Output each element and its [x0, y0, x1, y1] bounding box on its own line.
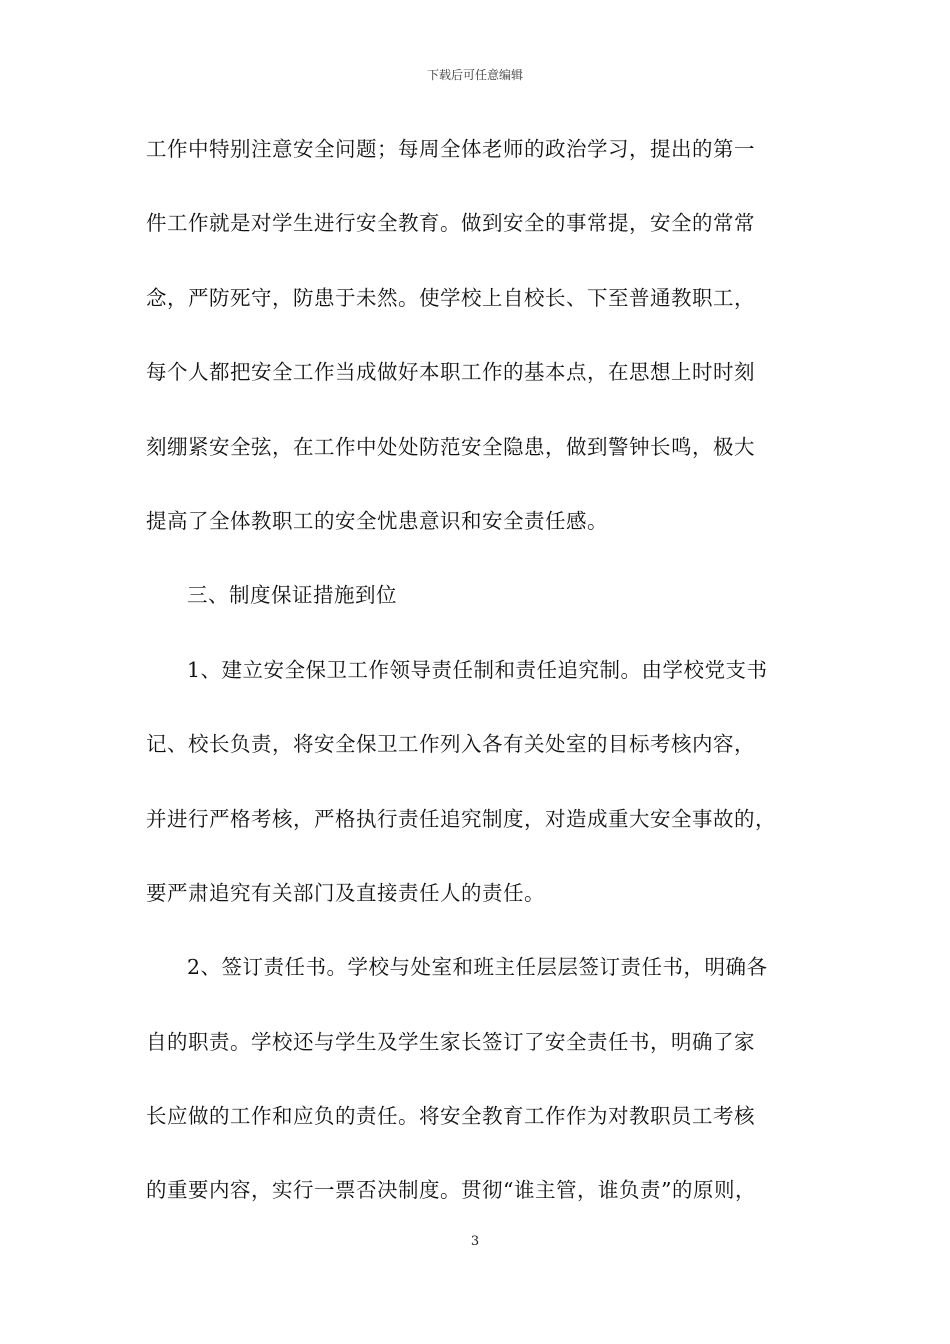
text-line: 工作中特别注意安全问题；每周全体老师的政治学习，提出的第一 [146, 137, 755, 161]
text-line: 念，严防死守，防患于未然。使学校上自校长、下至普通教职工， [146, 285, 755, 310]
text-line: 每个人都把安全工作当成做好本职工作的基本点，在思想上时时刻 [146, 360, 755, 385]
text-line: 记、校长负责，将安全保卫工作列入各有关处室的目标考核内容， [146, 732, 755, 757]
page-header: 下载后可任意编辑 [426, 68, 523, 82]
text-line: 的重要内容，实行一票否决制度。贯彻“谁主管，谁负责”的原则， [146, 1178, 756, 1203]
text-line: 刻绷紧安全弦，在工作中处处防范安全隐患，做到警钟长鸣，极大 [146, 434, 755, 459]
text-line: 并进行严格考核，严格执行责任追究制度，对造成重大安全事故的， [146, 806, 776, 831]
text-line: 提高了全体教职工的安全忧患意识和安全责任感。 [146, 508, 608, 533]
document-body [146, 128, 836, 1244]
text-line: 长应做的工作和应负的责任。将安全教育工作作为对教职员工考核 [146, 1104, 755, 1129]
section-heading: 三、制度保证措施到位 [187, 583, 397, 608]
text-line: 1、建立安全保卫工作领导责任制和责任追究制。由学校党支书 [187, 657, 768, 682]
text-line: 自的职责。学校还与学生及学生家长签订了安全责任书，明确了家 [146, 1029, 755, 1054]
page-number: 3 [470, 1234, 480, 1249]
text-line: 件工作就是对学生进行安全教育。做到安全的事常提，安全的常常 [146, 211, 755, 236]
text-line: 要严肃追究有关部门及直接责任人的责任。 [146, 880, 545, 905]
text-line: 2、签订责任书。学校与处室和班主任层层签订责任书，明确各 [187, 955, 768, 980]
